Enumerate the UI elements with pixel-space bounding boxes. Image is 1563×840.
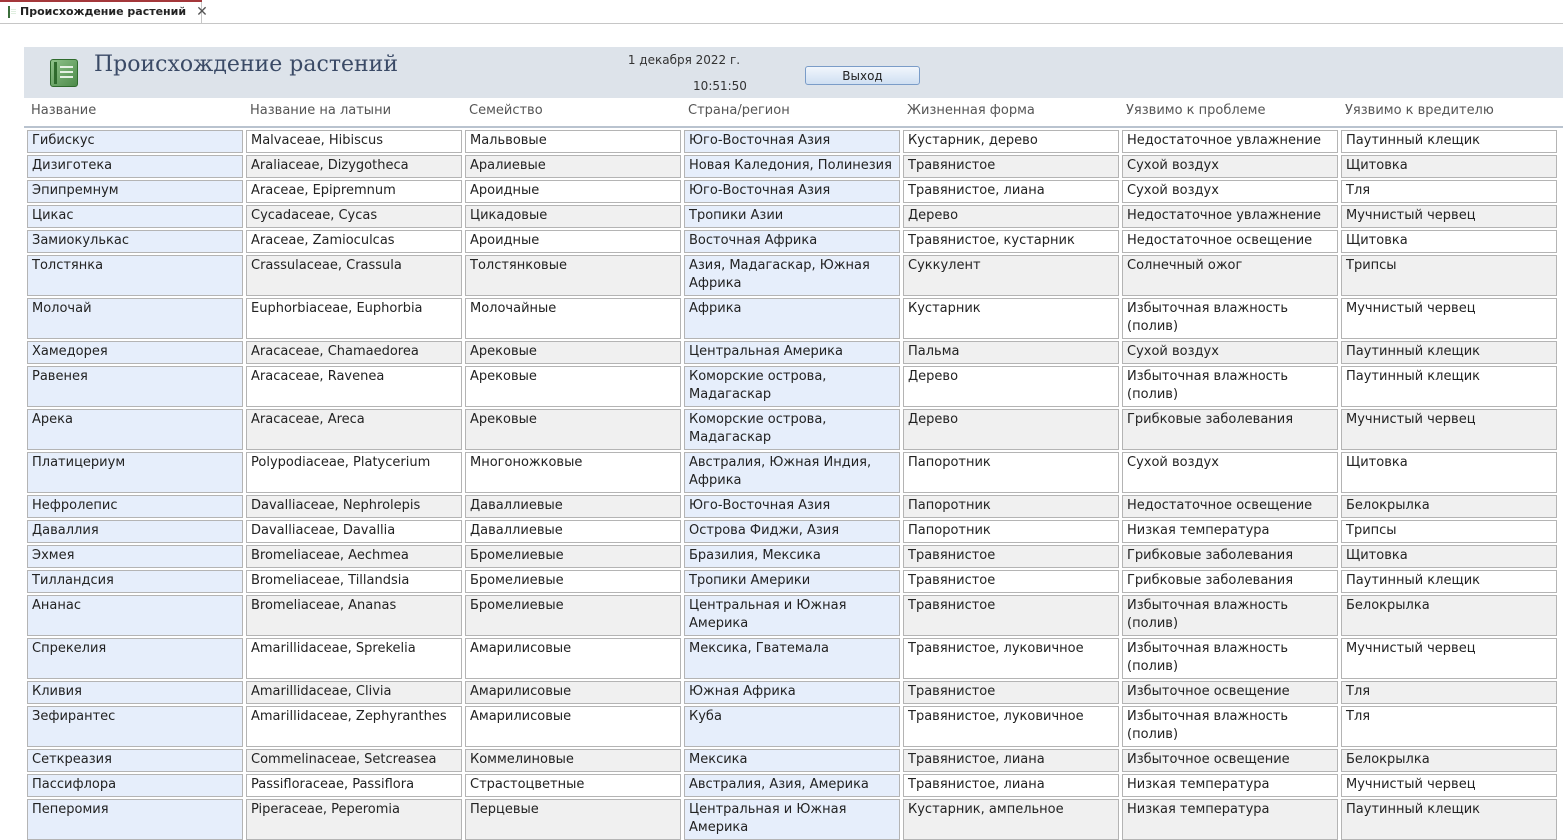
cell-problem[interactable]: Грибковые заболевания [1122, 545, 1338, 568]
table-row [0, 570, 1563, 593]
cell-region[interactable]: Тропики Азии [684, 205, 900, 228]
cell-name[interactable]: Толстянка [27, 255, 243, 296]
cell-problem[interactable]: Избыточная влажность (полив) [1122, 366, 1338, 407]
cell-latin-name[interactable]: Commelinaceae, Setcreasea [246, 749, 462, 772]
cell-family[interactable]: Перцевые [465, 799, 681, 840]
cell-problem[interactable]: Избыточная влажность (полив) [1122, 298, 1338, 339]
cell-problem[interactable]: Сухой воздух [1122, 452, 1338, 493]
cell-family[interactable]: Молочайные [465, 298, 681, 339]
cell-latin-name[interactable]: Polypodiaceae, Platycerium [246, 452, 462, 493]
table-row [0, 749, 1563, 772]
cell-pest[interactable]: Тля [1341, 681, 1557, 704]
cell-latin-name[interactable]: Cycadaceae, Cycas [246, 205, 462, 228]
cell-life-form[interactable]: Папоротник [903, 452, 1119, 493]
table-row [0, 130, 1563, 153]
close-icon[interactable]: ✕ [196, 3, 208, 20]
table-row [0, 409, 1563, 450]
document-tab-label: Происхождение растений [20, 5, 187, 18]
cell-problem[interactable]: Сухой воздух [1122, 341, 1338, 364]
cell-pest[interactable]: Белокрылка [1341, 749, 1557, 772]
cell-pest[interactable]: Белокрылка [1341, 495, 1557, 518]
cell-problem[interactable]: Избыточная влажность (полив) [1122, 638, 1338, 679]
cell-pest[interactable]: Паутинный клещик [1341, 130, 1557, 153]
cell-name[interactable]: Зефирантес [27, 706, 243, 747]
cell-name[interactable]: Кливия [27, 681, 243, 704]
cell-family[interactable]: Арековые [465, 366, 681, 407]
cell-name[interactable]: Цикас [27, 205, 243, 228]
cell-life-form[interactable]: Дерево [903, 205, 1119, 228]
exit-button[interactable]: Выход [805, 66, 920, 85]
cell-name[interactable]: Молочай [27, 298, 243, 339]
cell-family[interactable]: Мальвовые [465, 130, 681, 153]
cell-region[interactable]: Мексика [684, 749, 900, 772]
cell-family[interactable]: Ароидные [465, 230, 681, 253]
table-row [0, 366, 1563, 407]
current-time: 10:51:50 [693, 79, 747, 93]
cell-name[interactable]: Хамедорея [27, 341, 243, 364]
cell-latin-name[interactable]: Amarillidaceae, Zephyranthes [246, 706, 462, 747]
cell-problem[interactable]: Избыточное освещение [1122, 681, 1338, 704]
cell-name[interactable]: Спрекелия [27, 638, 243, 679]
cell-region[interactable]: Куба [684, 706, 900, 747]
cell-latin-name[interactable]: Amarillidaceae, Sprekelia [246, 638, 462, 679]
cell-region[interactable]: Азия, Мадагаскар, Южная Африка [684, 255, 900, 296]
cell-life-form[interactable]: Кустарник, дерево [903, 130, 1119, 153]
cell-region[interactable]: Юго-Восточная Азия [684, 495, 900, 518]
cell-family[interactable]: Коммелиновые [465, 749, 681, 772]
cell-problem[interactable]: Низкая температура [1122, 774, 1338, 797]
cell-region[interactable]: Восточная Африка [684, 230, 900, 253]
cell-family[interactable]: Амарилисовые [465, 638, 681, 679]
cell-region[interactable]: Юго-Восточная Азия [684, 130, 900, 153]
column-header-region: Страна/регион [688, 103, 790, 118]
cell-problem[interactable]: Низкая температура [1122, 520, 1338, 543]
cell-life-form[interactable]: Травянистое [903, 155, 1119, 178]
cell-name[interactable]: Ананас [27, 595, 243, 636]
cell-life-form[interactable]: Травянистое [903, 681, 1119, 704]
cell-latin-name[interactable]: Piperaceae, Peperomia [246, 799, 462, 840]
cell-life-form[interactable]: Кустарник [903, 298, 1119, 339]
cell-name[interactable]: Платицериум [27, 452, 243, 493]
cell-region[interactable]: Центральная и Южная Америка [684, 799, 900, 840]
cell-life-form[interactable]: Пальма [903, 341, 1119, 364]
cell-region[interactable]: Австралия, Южная Индия, Африка [684, 452, 900, 493]
cell-latin-name[interactable]: Araceae, Epipremnum [246, 180, 462, 203]
cell-pest[interactable]: Мучнистый червец [1341, 409, 1557, 450]
cell-latin-name[interactable]: Bromeliaceae, Tillandsia [246, 570, 462, 593]
cell-pest[interactable]: Щитовка [1341, 155, 1557, 178]
cell-problem[interactable]: Грибковые заболевания [1122, 570, 1338, 593]
cell-name[interactable]: Равенея [27, 366, 243, 407]
cell-name[interactable]: Пеперомия [27, 799, 243, 840]
cell-family[interactable]: Даваллиевые [465, 495, 681, 518]
cell-life-form[interactable]: Травянистое, лиана [903, 774, 1119, 797]
table-row [0, 155, 1563, 178]
table-row [0, 205, 1563, 228]
cell-region[interactable]: Коморские острова, Мадагаскар [684, 409, 900, 450]
cell-life-form[interactable]: Кустарник, ампельное [903, 799, 1119, 840]
cell-latin-name[interactable]: Euphorbiaceae, Euphorbia [246, 298, 462, 339]
cell-problem[interactable]: Низкая температура [1122, 799, 1338, 840]
cell-problem[interactable]: Грибковые заболевания [1122, 409, 1338, 450]
current-date: 1 декабря 2022 г. [627, 53, 741, 67]
cell-life-form[interactable]: Дерево [903, 409, 1119, 450]
table-row [0, 495, 1563, 518]
cell-name[interactable]: Тилландсия [27, 570, 243, 593]
cell-latin-name[interactable]: Bromeliaceae, Ananas [246, 595, 462, 636]
cell-problem[interactable]: Сухой воздух [1122, 155, 1338, 178]
cell-latin-name[interactable]: Crassulaceae, Crassula [246, 255, 462, 296]
cell-family[interactable]: Аралиевые [465, 155, 681, 178]
cell-problem[interactable]: Недостаточное освещение [1122, 495, 1338, 518]
cell-life-form[interactable]: Травянистое, кустарник [903, 230, 1119, 253]
cell-name[interactable]: Замиокулькас [27, 230, 243, 253]
cell-pest[interactable]: Мучнистый червец [1341, 774, 1557, 797]
table-row [0, 341, 1563, 364]
column-header-latin-name: Название на латыни [250, 103, 392, 118]
cell-family[interactable]: Страстоцветные [465, 774, 681, 797]
cell-latin-name[interactable]: Amarillidaceae, Clivia [246, 681, 462, 704]
cell-region[interactable]: Коморские острова, Мадагаскар [684, 366, 900, 407]
cell-family[interactable]: Даваллиевые [465, 520, 681, 543]
cell-family[interactable]: Амарилисовые [465, 706, 681, 747]
cell-latin-name[interactable]: Araceae, Zamioculcas [246, 230, 462, 253]
cell-problem[interactable]: Сухой воздух [1122, 180, 1338, 203]
cell-latin-name[interactable]: Aracaceae, Ravenea [246, 366, 462, 407]
cell-region[interactable]: Центральная и Южная Америка [684, 595, 900, 636]
cell-problem[interactable]: Недостаточное освещение [1122, 230, 1338, 253]
cell-latin-name[interactable]: Davalliaceae, Davallia [246, 520, 462, 543]
cell-name[interactable]: Нефролепис [27, 495, 243, 518]
table-row [0, 452, 1563, 493]
table-row [0, 545, 1563, 568]
cell-region[interactable]: Юго-Восточная Азия [684, 180, 900, 203]
cell-pest[interactable]: Щитовка [1341, 230, 1557, 253]
cell-region[interactable]: Австралия, Азия, Америка [684, 774, 900, 797]
cell-problem[interactable]: Недостаточное увлажнение [1122, 130, 1338, 153]
cell-region[interactable]: Тропики Америки [684, 570, 900, 593]
cell-name[interactable]: Сеткреазия [27, 749, 243, 772]
cell-pest[interactable]: Белокрылка [1341, 595, 1557, 636]
table-row [0, 180, 1563, 203]
cell-pest[interactable]: Мучнистый червец [1341, 638, 1557, 679]
cell-pest[interactable]: Щитовка [1341, 452, 1557, 493]
cell-life-form[interactable]: Суккулент [903, 255, 1119, 296]
cell-life-form[interactable]: Травянистое, лиана [903, 180, 1119, 203]
cell-name[interactable]: Эхмея [27, 545, 243, 568]
cell-latin-name[interactable]: Passifloraceae, Passiflora [246, 774, 462, 797]
cell-pest[interactable]: Трипсы [1341, 255, 1557, 296]
cell-life-form[interactable]: Травянистое [903, 545, 1119, 568]
cell-pest[interactable]: Щитовка [1341, 545, 1557, 568]
cell-family[interactable]: Арековые [465, 341, 681, 364]
table-row [0, 774, 1563, 797]
table-row [0, 255, 1563, 296]
column-header-name: Название [31, 103, 97, 118]
cell-family[interactable]: Амарилисовые [465, 681, 681, 704]
cell-life-form[interactable]: Травянистое [903, 595, 1119, 636]
cell-name[interactable]: Дизиготека [27, 155, 243, 178]
column-header-problem: Уязвимо к проблеме [1126, 103, 1266, 118]
column-header-life-form: Жизненная форма [907, 103, 1035, 118]
cell-pest[interactable]: Мучнистый червец [1341, 205, 1557, 228]
cell-life-form[interactable]: Папоротник [903, 495, 1119, 518]
cell-name[interactable]: Гибискус [27, 130, 243, 153]
cell-region[interactable]: Мексика, Гватемала [684, 638, 900, 679]
cell-pest[interactable]: Паутинный клещик [1341, 341, 1557, 364]
cell-life-form[interactable]: Дерево [903, 366, 1119, 407]
cell-problem[interactable]: Избыточная влажность (полив) [1122, 706, 1338, 747]
cell-pest[interactable]: Паутинный клещик [1341, 570, 1557, 593]
cell-family[interactable]: Бромелиевые [465, 545, 681, 568]
cell-name[interactable]: Пассифлора [27, 774, 243, 797]
cell-life-form[interactable]: Травянистое [903, 570, 1119, 593]
cell-life-form[interactable]: Папоротник [903, 520, 1119, 543]
cell-region[interactable]: Бразилия, Мексика [684, 545, 900, 568]
table-row [0, 681, 1563, 704]
cell-latin-name[interactable]: Davalliaceae, Nephrolepis [246, 495, 462, 518]
cell-life-form[interactable]: Травянистое, лиана [903, 749, 1119, 772]
cell-family[interactable]: Арековые [465, 409, 681, 450]
cell-latin-name[interactable]: Aracaceae, Chamaedorea [246, 341, 462, 364]
table-row [0, 706, 1563, 747]
cell-region[interactable]: Южная Африка [684, 681, 900, 704]
cell-pest[interactable]: Паутинный клещик [1341, 366, 1557, 407]
cell-region[interactable]: Острова Фиджи, Азия [684, 520, 900, 543]
cell-pest[interactable]: Паутинный клещик [1341, 799, 1557, 840]
cell-region[interactable]: Африка [684, 298, 900, 339]
table-row [0, 298, 1563, 339]
page-title: Происхождение растений [94, 52, 398, 77]
column-header-pest: Уязвимо к вредителю [1345, 103, 1494, 118]
cell-problem[interactable]: Солнечный ожог [1122, 255, 1338, 296]
table-row [0, 230, 1563, 253]
cell-pest[interactable]: Тля [1341, 706, 1557, 747]
cell-family[interactable]: Бромелиевые [465, 595, 681, 636]
cell-latin-name[interactable]: Aracaceae, Areca [246, 409, 462, 450]
cell-family[interactable]: Бромелиевые [465, 570, 681, 593]
table-row [0, 638, 1563, 679]
table-row [0, 520, 1563, 543]
cell-pest[interactable]: Мучнистый червец [1341, 298, 1557, 339]
cell-family[interactable]: Цикадовые [465, 205, 681, 228]
cell-problem[interactable]: Избыточная влажность (полив) [1122, 595, 1338, 636]
cell-region[interactable]: Центральная Америка [684, 341, 900, 364]
cell-region[interactable]: Новая Каледония, Полинезия [684, 155, 900, 178]
cell-family[interactable]: Толстянковые [465, 255, 681, 296]
cell-latin-name[interactable]: Araliaceae, Dizygotheca [246, 155, 462, 178]
cell-life-form[interactable]: Травянистое, луковичное [903, 706, 1119, 747]
cell-problem[interactable]: Недостаточное увлажнение [1122, 205, 1338, 228]
cell-name[interactable]: Эпипремнум [27, 180, 243, 203]
cell-life-form[interactable]: Травянистое, луковичное [903, 638, 1119, 679]
cell-latin-name[interactable]: Bromeliaceae, Aechmea [246, 545, 462, 568]
cell-pest[interactable]: Трипсы [1341, 520, 1557, 543]
cell-family[interactable]: Ароидные [465, 180, 681, 203]
table-row [0, 799, 1563, 840]
column-header-family: Семейство [469, 103, 543, 118]
table-row [0, 595, 1563, 636]
cell-name[interactable]: Даваллия [27, 520, 243, 543]
cell-name[interactable]: Арека [27, 409, 243, 450]
cell-problem[interactable]: Избыточное освещение [1122, 749, 1338, 772]
cell-latin-name[interactable]: Malvaceae, Hibiscus [246, 130, 462, 153]
cell-pest[interactable]: Тля [1341, 180, 1557, 203]
cell-family[interactable]: Многоножковые [465, 452, 681, 493]
